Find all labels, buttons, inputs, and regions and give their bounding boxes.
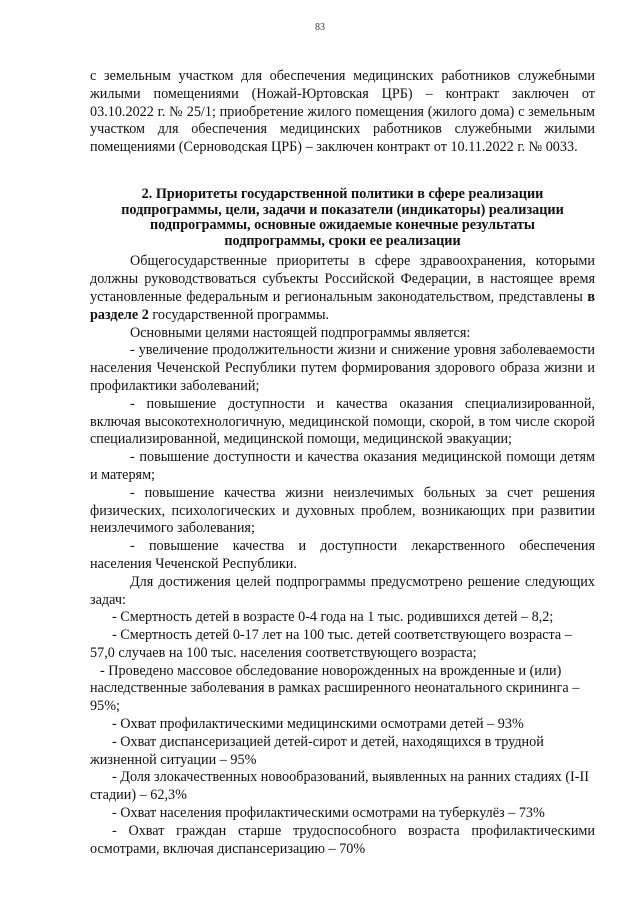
tasks-intro: Для достижения целей подпрограммы предусмотрено решение следующих задач: bbox=[90, 573, 595, 608]
priorities-text-end: государственной программы. bbox=[148, 306, 330, 323]
task-item: - Смертность детей в возрасте 0-4 года на 1 тыс. родившихся детей – 8,2; bbox=[112, 609, 554, 626]
goal-item: - повышение качества и доступности лекарственного обеспечения населения Чеченской Республики. bbox=[90, 538, 595, 572]
page-number: 83 bbox=[315, 22, 325, 33]
priorities-paragraph bbox=[90, 253, 595, 324]
goal-item: - увеличение продолжительности жизни и снижение уровня заболеваемости населения Чеченской Республики путем формирования здорового образа жизни и профилактики заболеваний; bbox=[90, 342, 595, 394]
goal-item: - повышение доступности и качества оказания специализированной, включая высокотехнологичную, медицинской помощи, скорой, в том числе скорой специализированной, медицинской помощи, медицинской эвакуации; bbox=[90, 395, 595, 448]
task-item: - Охват профилактическими медицинскими осмотрами детей – 93% bbox=[112, 716, 524, 733]
task-item: - Охват граждан старше трудоспособного возраста профилактическими осмотрами, включая диспансеризацию – 70% bbox=[90, 822, 595, 857]
page-content bbox=[90, 68, 595, 858]
task-item: - Охват населения профилактическими осмотрами на туберкулёз – 73% bbox=[112, 805, 545, 822]
goals-intro: Основными целями настоящей подпрограммы является: bbox=[130, 324, 471, 341]
section-heading: 2. Приоритеты государственной политики в сфере реализации подпрограммы, цели, задачи и показатели (индикаторы) реализации подпрограммы, основные ожидаемые конечные результаты подпрограммы, сроки ее реализации bbox=[121, 185, 564, 249]
task-item: - Проведено массовое обследование новорожденных на врожденные и (или) наследственные заболевания в рамках расширенного неонатального скрининга – 95%; bbox=[90, 662, 580, 715]
goal-item: - повышение доступности и качества оказания медицинской помощи детям и матерям; bbox=[90, 449, 595, 483]
intro-paragraph: с земельным участком для обеспечения медицинских работников служебными жилыми помещениями (Ножай-Юртовская ЦРБ) – контракт заключен от 03.10.2022 г. № 25/1; приобретение жилого помещения (жилого дома) с земельным участком для обеспечения медицинских работников служебными жилыми помещениями (Серноводская ЦРБ) – заключен контракт от 10.11.2022 г. № 0033. bbox=[90, 68, 595, 156]
task-item: - Смертность детей 0-17 лет на 100 тыс. детей соответствующего возраста – 57,0 случаев на 100 тыс. населения соответствующего возраста; bbox=[90, 627, 572, 661]
goal-item: - повышение качества жизни неизлечимых больных за счет решения физических, психологических и духовных проблем, возникающих при развитии неизлечимого заболевания; bbox=[90, 484, 595, 537]
priorities-text-bold: в разделе 2 bbox=[90, 288, 595, 323]
priorities-text-start: Общегосударственные приоритеты в сфере здравоохранения, которыми должны руководствоваться субъекты Российской Федерации, в настоящее время установленные федеральным и региональным законодательством, представлены bbox=[90, 253, 595, 305]
task-item: - Охват диспансеризацией детей-сирот и детей, находящихся в трудной жизненной ситуации – 95% bbox=[90, 733, 544, 768]
task-item: - Доля злокачественных новообразований, выявленных на ранних стадиях (I-II стадии) – 62,3% bbox=[90, 769, 589, 804]
